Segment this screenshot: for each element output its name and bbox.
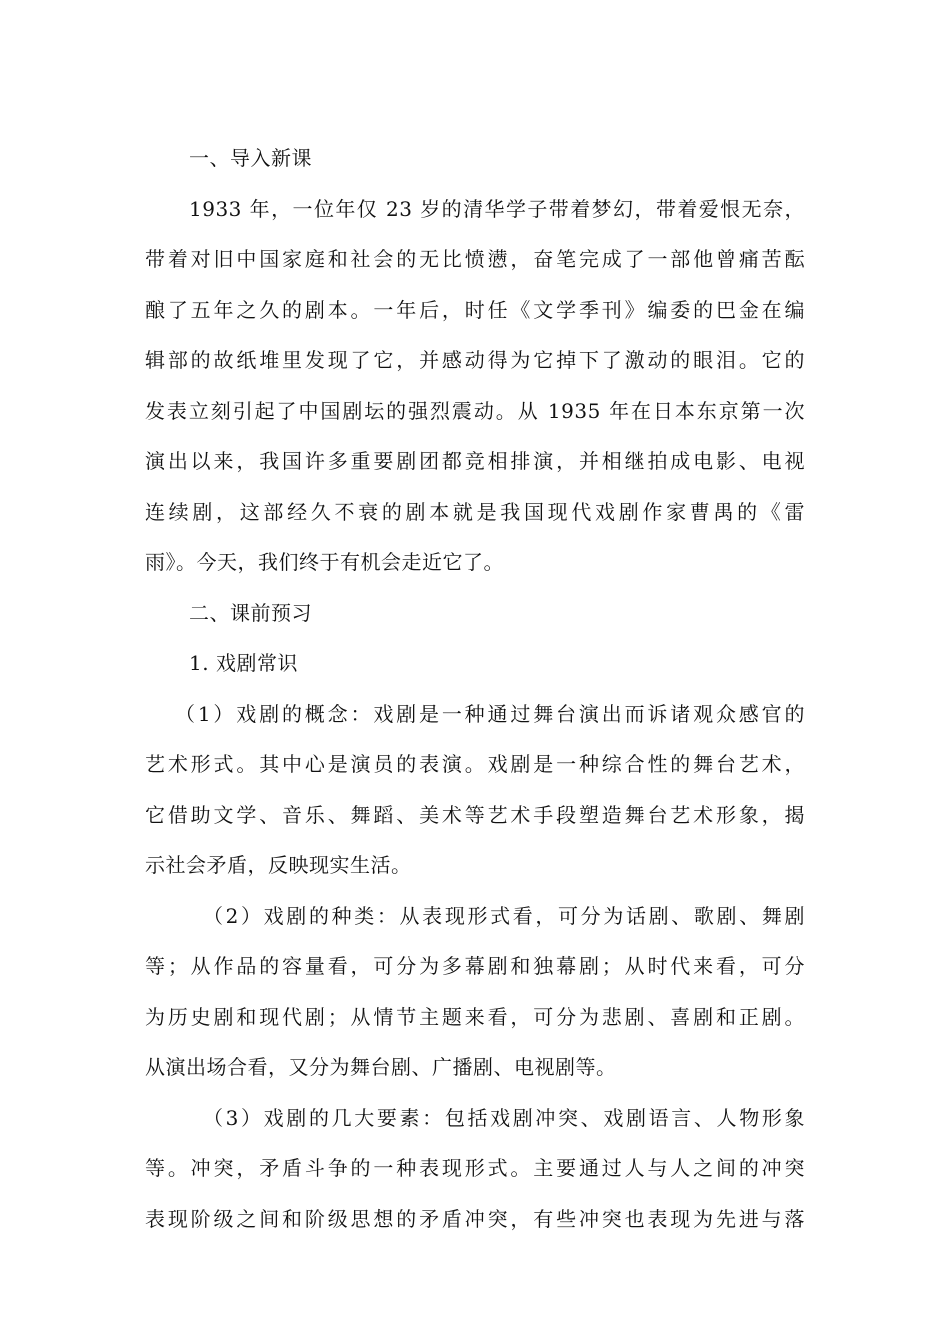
paragraph-line: 等；从作品的容量看，可分为多幕剧和独幕剧；从时代来看，可分 [145, 954, 805, 978]
paragraph-line: （3）戏剧的几大要素：包括戏剧冲突、戏剧语言、人物形象 [203, 1105, 805, 1130]
document-body [145, 133, 805, 1244]
paragraph-line: 表现阶级之间和阶级思想的矛盾冲突，有些冲突也表现为先进与落 [145, 1206, 805, 1231]
paragraph-line: 带着对旧中国家庭和社会的无比愤懑，奋笔完成了一部他曾痛苦酝 [145, 247, 805, 271]
paragraph-line: 辑部的故纸堆里发现了它，并感动得为它掉下了激动的眼泪。它的 [145, 348, 805, 372]
paragraph-line: 等。冲突，矛盾斗争的一种表现形式。主要通过人与人之间的冲突 [145, 1156, 805, 1180]
section-heading-preview: 二、课前预习 [189, 600, 312, 625]
paragraph-line: 为历史剧和现代剧；从情节主题来看，可分为悲剧、喜剧和正剧。 [145, 1004, 805, 1029]
section-heading-intro: 一、导入新课 [189, 146, 312, 170]
subsection-heading: 1. 戏剧常识 [189, 651, 298, 675]
paragraph-line: 1933 年，一位年仅 23 岁的清华学子带着梦幻，带着爱恨无奈， [189, 196, 805, 221]
paragraph-line: 它借助文学、音乐、舞蹈、美术等艺术手段塑造舞台艺术形象，揭 [145, 802, 805, 827]
paragraph-line: 雨》。今天，我们终于有机会走近它了。 [145, 550, 504, 574]
paragraph-line: 酿了五年之久的剧本。一年后，时任《文学季刊》编委的巴金在编 [145, 297, 805, 322]
paragraph-line: 示社会矛盾，反映现实生活。 [145, 853, 412, 877]
paragraph-line: （1）戏剧的概念：戏剧是一种通过舞台演出而诉诸观众感官的 [175, 701, 805, 726]
paragraph-line: 连续剧，这部经久不衰的剧本就是我国现代戏剧作家曹禺的《雷 [145, 499, 805, 524]
paragraph-line: （2）戏剧的种类：从表现形式看，可分为话剧、歌剧、舞剧 [203, 903, 805, 928]
paragraph-line: 从演出场合看，又分为舞台剧、广播剧、电视剧等。 [145, 1055, 617, 1079]
paragraph-line: 发表立刻引起了中国剧坛的强烈震动。从 1935 年在日本东京第一次 [145, 398, 805, 423]
paragraph-line: 艺术形式。其中心是演员的表演。戏剧是一种综合性的舞台艺术， [145, 752, 805, 776]
paragraph-line: 演出以来，我国许多重要剧团都竞相排演，并相继拍成电影、电视 [145, 449, 805, 473]
